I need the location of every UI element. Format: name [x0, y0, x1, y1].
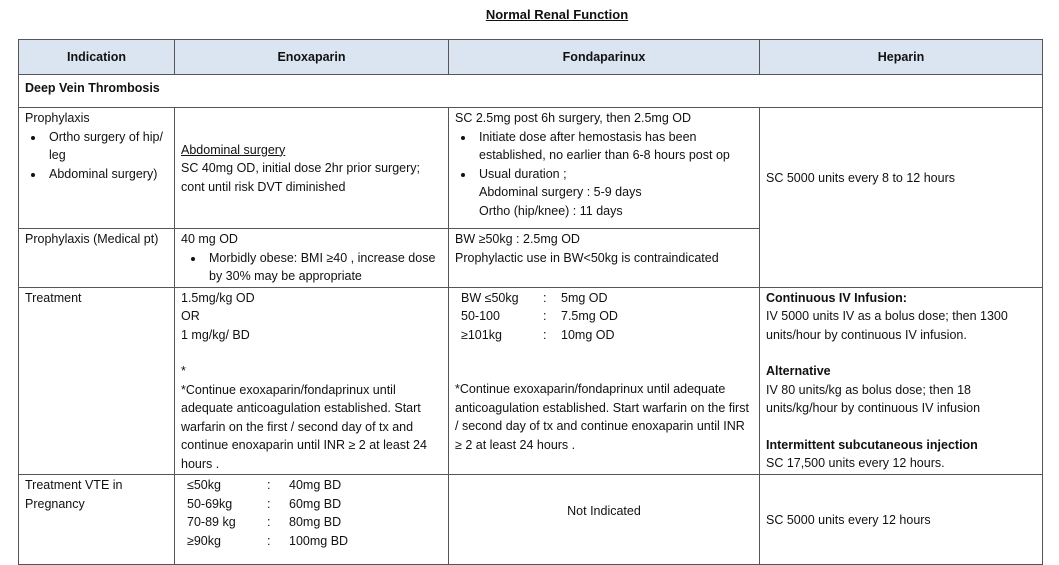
section-title: Deep Vein Thrombosis	[19, 75, 1043, 108]
dose-weight: 70-89 kg	[187, 515, 236, 529]
fonda-dose-row	[455, 307, 753, 326]
fonda-dose-row	[455, 289, 753, 308]
enox-dose: 40 mg OD	[181, 232, 238, 246]
cell-fondaparinux	[449, 287, 760, 475]
indication-text: Prophylaxis	[25, 111, 90, 125]
enox-text: SC 40mg OD, initial dose 2hr prior surgery; cont until risk DVT diminished	[181, 161, 420, 194]
fonda-intro: SC 2.5mg post 6h surgery, then 2.5mg OD	[455, 111, 691, 125]
list-item	[475, 165, 753, 221]
cell-fondaparinux	[449, 229, 760, 288]
dose-value: 60mg BD	[289, 496, 342, 511]
enox-line-3: 1 mg/kg/ BD	[181, 327, 250, 342]
fonda-duration-2: Ortho (hip/knee) : 11 days	[479, 203, 623, 218]
cell-fondaparinux	[449, 475, 760, 565]
enox-heading: Abdominal surgery	[181, 142, 286, 157]
indication-text: Treatment VTE in Pregnancy	[25, 478, 123, 511]
section-row	[19, 75, 1043, 108]
list-item: • Abdominal surgery)	[45, 165, 168, 184]
list-item: • Initiate dose after hemostasis has been established, no earlier than 6-8 hours post op	[475, 128, 753, 165]
dose-sep: :	[267, 496, 271, 511]
dose-sep: :	[543, 290, 547, 305]
dose-weight: ≥101kg	[461, 327, 502, 342]
heparin-text: SC 5000 units every 12 hours	[766, 513, 931, 527]
dose-value: 40mg BD	[289, 478, 342, 492]
indication-list	[25, 128, 168, 184]
header-row	[19, 40, 1043, 75]
enox-line-1: 1.5mg/kg OD	[181, 290, 255, 305]
header-indication: Indication	[19, 40, 175, 75]
cell-enoxaparin	[175, 475, 449, 565]
heparin-heading-3: Intermittent subcutaneous injection	[766, 437, 978, 452]
header-fondaparinux: Fondaparinux	[449, 40, 760, 75]
fonda-list	[455, 128, 753, 221]
header-heparin: Heparin	[760, 40, 1043, 75]
enox-dose-row	[181, 476, 442, 495]
enox-dose-row	[181, 495, 442, 514]
list-item: • Morbidly obese: BMI ≥40 , increase dose by 30% may be appropriate	[205, 249, 442, 286]
cell-fondaparinux	[449, 108, 760, 229]
enox-star: *	[181, 364, 186, 378]
fonda-duration-1: Abdominal surgery : 5-9 days	[479, 185, 642, 199]
heparin-text-2: IV 80 units/kg as bolus dose; then 18 units/kg/hour by continuous IV infusion	[766, 382, 981, 415]
indication-text: Prophylaxis (Medical pt)	[25, 232, 159, 246]
enox-list	[181, 249, 442, 286]
dose-value: 5mg OD	[561, 290, 608, 305]
dose-sep: :	[543, 327, 547, 342]
cell-indication	[19, 229, 175, 288]
list-item: • Ortho surgery of hip/ leg	[45, 128, 168, 165]
dose-value: 100mg BD	[289, 533, 349, 548]
dose-value: 10mg OD	[561, 327, 615, 342]
fonda-line-1: BW ≥50kg : 2.5mg OD	[455, 232, 580, 246]
cell-enoxaparin	[175, 108, 449, 229]
heparin-heading-1: Continuous IV Infusion:	[766, 290, 907, 305]
enox-note: *Continue exoxaparin/fondaprinux until adequate anticoagulation established. Start warfarin on the first / second day of tx and continue enoxaparin until INR ≥ 2 at least 24 hours .	[181, 382, 427, 471]
dose-weight: ≤50kg	[187, 478, 221, 492]
cell-heparin	[760, 475, 1043, 565]
dose-sep: :	[267, 515, 271, 529]
heparin-text: SC 5000 units every 8 to 12 hours	[766, 170, 956, 185]
dose-value: 7.5mg OD	[561, 309, 618, 323]
dosing-table	[18, 39, 1043, 565]
cell-enoxaparin	[175, 229, 449, 288]
dose-sep: :	[267, 533, 271, 548]
dose-sep: :	[543, 309, 547, 323]
enox-dose-row	[181, 513, 442, 532]
heparin-text-1: IV 5000 units IV as a bolus dose; then 1300 units/hour by continuous IV infusion.	[766, 309, 1008, 342]
header-enoxaparin: Enoxaparin	[175, 40, 449, 75]
cell-heparin	[760, 108, 1043, 288]
row-treatment	[19, 287, 1043, 475]
dose-weight: BW ≤50kg	[461, 290, 519, 305]
dose-weight: 50-69kg	[187, 496, 233, 511]
cell-heparin	[760, 287, 1043, 475]
enox-line-2: OR	[181, 309, 200, 323]
indication-text: Treatment	[25, 290, 82, 305]
heparin-text-3: SC 17,500 units every 12 hours.	[766, 456, 945, 470]
cell-indication	[19, 475, 175, 565]
page-title: Normal Renal Function	[485, 7, 629, 22]
dose-value: 80mg BD	[289, 515, 342, 529]
row-prophylaxis	[19, 108, 1043, 229]
heparin-heading-2: Alternative	[766, 364, 831, 378]
cell-indication	[19, 287, 175, 475]
row-pregnancy	[19, 475, 1043, 565]
enox-dose-row	[181, 532, 442, 551]
dose-weight: ≥90kg	[187, 533, 221, 548]
dose-weight: 50-100	[461, 309, 500, 323]
cell-enoxaparin	[175, 287, 449, 475]
fonda-line-2: Prophylactic use in BW<50kg is contraindicated	[455, 250, 719, 265]
fonda-duration-label: Usual duration ;	[479, 166, 567, 181]
dose-sep: :	[267, 478, 271, 492]
fonda-note: *Continue exoxaparin/fondaprinux until adequate anticoagulation established. Start warfarin on the first / second day of tx and continue enoxaparin until INR ≥ 2 at least 24 hours .	[455, 382, 749, 452]
fonda-not-indicated: Not Indicated	[567, 504, 641, 518]
fonda-dose-row	[455, 326, 753, 345]
cell-indication	[19, 108, 175, 229]
